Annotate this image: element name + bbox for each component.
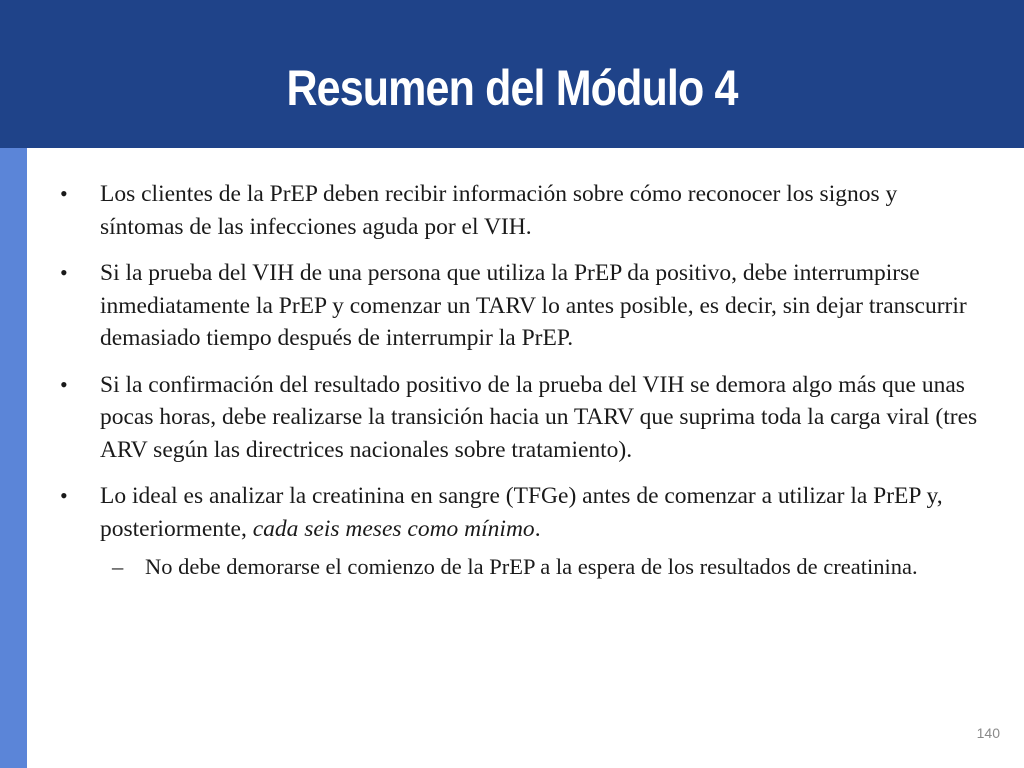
bullet-item <box>60 369 980 467</box>
title-bar <box>0 0 1024 148</box>
bullet-item <box>60 257 980 355</box>
bullet-item <box>60 178 980 243</box>
bullet-marker: • <box>60 260 68 285</box>
bullet-marker: • <box>60 181 68 206</box>
bullet-marker: • <box>60 371 68 397</box>
sub-bullet-text: No debe demorarse el comienzo de la PrEP a la espera de los resultados de creatinina. <box>145 554 918 579</box>
slide-body <box>60 178 980 582</box>
bullet-item <box>60 480 980 545</box>
bullet-text: Si la prueba del VIH de una persona que utiliza la PrEP da positivo, debe interrumpirse inmediatamente la PrEP y comenzar un TARV lo antes posible, es decir, sin dejar transcurrir demasiado tiempo después de interrumpir la PrEP. <box>100 260 967 351</box>
sub-bullet-marker: – <box>112 554 124 579</box>
bullet-marker: • <box>60 483 68 508</box>
bullet-text-italic: cada seis meses como mínimo <box>252 515 535 542</box>
bullet-text: Si la confirmación del resultado positivo de la prueba del VIH se demora algo más que unas pocas horas, debe realizarse la transición hacia un TARV que suprima toda la carga viral (tres ARV según las directrices nacionales sobre tratamiento). <box>100 371 978 463</box>
bullet-text-end: . <box>534 515 541 542</box>
bullet-text-regular: Lo ideal es analizar la creatinina en sangre (TFGe) antes de comenzar a utilizar la PrEP y, posteriormente, <box>100 483 943 542</box>
page-number: 140 <box>976 725 1000 741</box>
sub-bullet-item <box>60 551 980 582</box>
left-accent-bar <box>0 148 27 768</box>
bullet-text: Los clientes de la PrEP deben recibir información sobre cómo reconocer los signos y síntomas de las infecciones aguda por el VIH. <box>100 181 898 240</box>
bullet-text <box>100 483 943 542</box>
slide-title: Resumen del Módulo 4 <box>286 60 738 116</box>
